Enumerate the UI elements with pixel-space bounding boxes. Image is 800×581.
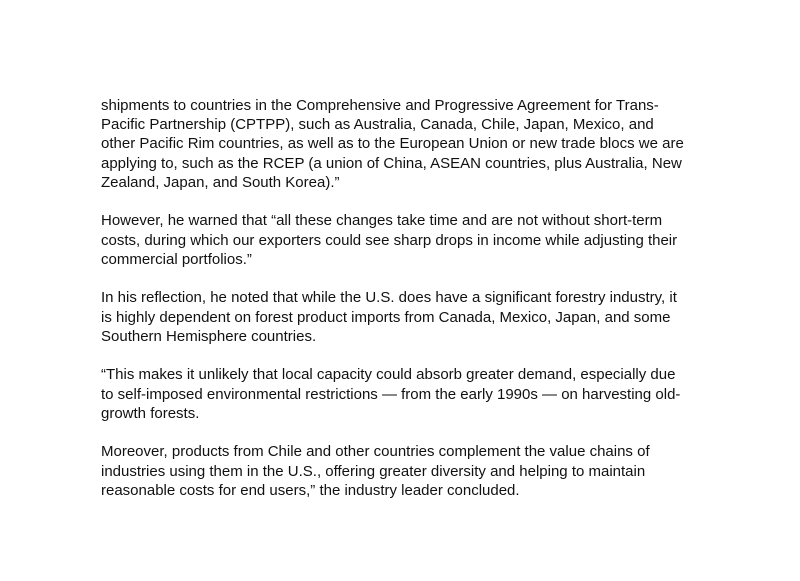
text-line: In his reflection, he noted that while the U.S. does have a significant forestry industry, it: [101, 289, 677, 307]
text-line: Southern Hemisphere countries.: [101, 327, 317, 345]
text-line: commercial portfolios.”: [101, 250, 252, 268]
text-line: costs, during which our exporters could see sharp drops in income while adjusting their: [101, 231, 678, 249]
text-line: Zealand, Japan, and South Korea).”: [101, 173, 340, 191]
text-line: reasonable costs for end users,” the industry leader concluded.: [101, 481, 520, 499]
text-line: “This makes it unlikely that local capacity could absorb greater demand, especially due: [101, 366, 676, 384]
text-line: growth forests.: [101, 404, 200, 422]
document-body: [101, 96, 711, 519]
paragraph: [101, 96, 711, 192]
text-line: industries using them in the U.S., offering greater diversity and helping to maintain: [101, 462, 646, 480]
paragraph: [101, 365, 711, 423]
text-line: Moreover, products from Chile and other countries complement the value chains of: [101, 443, 650, 461]
text-line: shipments to countries in the Comprehensive and Progressive Agreement for Trans-: [101, 97, 659, 114]
text-line: other Pacific Rim countries, as well as to the European Union or new trade blocs we are: [101, 135, 684, 153]
text-line: Pacific Partnership (CPTPP), such as Australia, Canada, Chile, Japan, Mexico, and: [101, 116, 654, 134]
text-line: to self-imposed environmental restrictions — from the early 1990s — on harvesting old-: [101, 385, 681, 403]
text-line: is highly dependent on forest product imports from Canada, Mexico, Japan, and some: [101, 308, 671, 326]
paragraph: [101, 211, 711, 269]
paragraph: [101, 288, 711, 346]
paragraph: [101, 442, 711, 500]
text-line: However, he warned that “all these changes take time and are not without short-term: [101, 212, 663, 230]
text-line: applying to, such as the RCEP (a union of China, ASEAN countries, plus Australia, New: [101, 154, 682, 172]
